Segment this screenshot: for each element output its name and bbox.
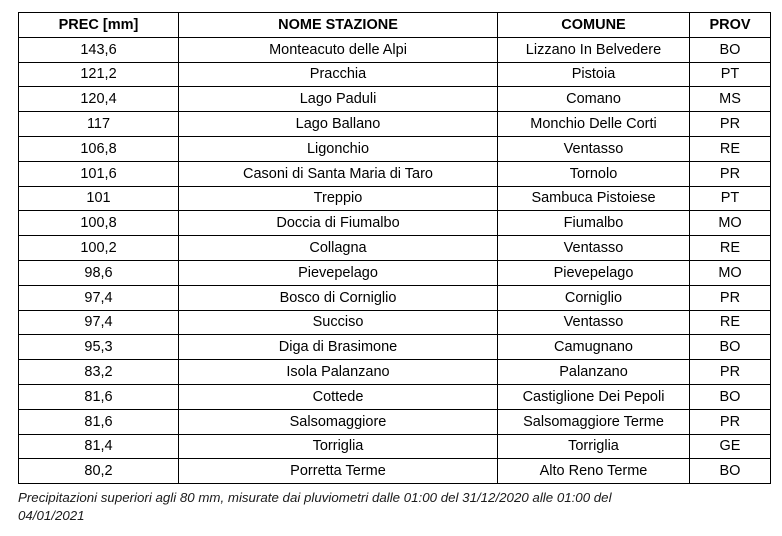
table-row	[19, 384, 771, 409]
cell-comune: Salsomaggiore Terme	[498, 409, 690, 434]
cell-nome-stazione: Doccia di Fiumalbo	[179, 211, 498, 236]
cell-prov: PR	[690, 285, 771, 310]
cell-nome-stazione: Casoni di Santa Maria di Taro	[179, 161, 498, 186]
cell-prec: 81,6	[19, 409, 179, 434]
cell-prov: MS	[690, 87, 771, 112]
cell-comune: Palanzano	[498, 360, 690, 385]
cell-prec: 106,8	[19, 136, 179, 161]
cell-prov: RE	[690, 136, 771, 161]
cell-nome-stazione: Diga di Brasimone	[179, 335, 498, 360]
cell-nome-stazione: Torriglia	[179, 434, 498, 459]
cell-prov: BO	[690, 384, 771, 409]
header-nome-stazione: NOME STAZIONE	[179, 13, 498, 38]
cell-nome-stazione: Bosco di Corniglio	[179, 285, 498, 310]
cell-prov: PR	[690, 161, 771, 186]
header-prov: PROV	[690, 13, 771, 38]
cell-prec: 97,4	[19, 310, 179, 335]
cell-prov: BO	[690, 37, 771, 62]
table-row	[19, 459, 771, 484]
table-row	[19, 112, 771, 137]
cell-comune: Monchio Delle Corti	[498, 112, 690, 137]
cell-prov: PT	[690, 62, 771, 87]
cell-prec: 81,6	[19, 384, 179, 409]
cell-prov: MO	[690, 260, 771, 285]
cell-comune: Ventasso	[498, 136, 690, 161]
header-prec: PREC [mm]	[19, 13, 179, 38]
cell-nome-stazione: Treppio	[179, 186, 498, 211]
cell-comune: Pistoia	[498, 62, 690, 87]
cell-prov: BO	[690, 459, 771, 484]
cell-prec: 117	[19, 112, 179, 137]
cell-prec: 121,2	[19, 62, 179, 87]
cell-nome-stazione: Cottede	[179, 384, 498, 409]
table-row	[19, 335, 771, 360]
table-row	[19, 186, 771, 211]
cell-prec: 97,4	[19, 285, 179, 310]
cell-comune: Castiglione Dei Pepoli	[498, 384, 690, 409]
table-row	[19, 360, 771, 385]
cell-nome-stazione: Pracchia	[179, 62, 498, 87]
cell-prec: 100,2	[19, 236, 179, 261]
table-row	[19, 161, 771, 186]
cell-prov: RE	[690, 310, 771, 335]
cell-nome-stazione: Lago Ballano	[179, 112, 498, 137]
cell-prov: PR	[690, 409, 771, 434]
cell-comune: Sambuca Pistoiese	[498, 186, 690, 211]
cell-nome-stazione: Ligonchio	[179, 136, 498, 161]
cell-prec: 101,6	[19, 161, 179, 186]
cell-nome-stazione: Isola Palanzano	[179, 360, 498, 385]
cell-nome-stazione: Succiso	[179, 310, 498, 335]
cell-prov: RE	[690, 236, 771, 261]
cell-prov: PT	[690, 186, 771, 211]
cell-comune: Fiumalbo	[498, 211, 690, 236]
cell-nome-stazione: Pievepelago	[179, 260, 498, 285]
table-row	[19, 136, 771, 161]
cell-prec: 100,8	[19, 211, 179, 236]
cell-prec: 95,3	[19, 335, 179, 360]
table-row	[19, 434, 771, 459]
table-row	[19, 260, 771, 285]
cell-comune: Lizzano In Belvedere	[498, 37, 690, 62]
cell-comune: Comano	[498, 87, 690, 112]
precipitation-table	[18, 12, 771, 484]
cell-nome-stazione: Collagna	[179, 236, 498, 261]
cell-nome-stazione: Monteacuto delle Alpi	[179, 37, 498, 62]
table-row	[19, 62, 771, 87]
table-row	[19, 409, 771, 434]
table-caption	[18, 489, 708, 525]
cell-prec: 101	[19, 186, 179, 211]
cell-comune: Alto Reno Terme	[498, 459, 690, 484]
cell-prov: GE	[690, 434, 771, 459]
cell-prov: PR	[690, 360, 771, 385]
cell-nome-stazione: Salsomaggiore	[179, 409, 498, 434]
table-body	[19, 37, 771, 483]
table-row	[19, 285, 771, 310]
cell-prov: BO	[690, 335, 771, 360]
table-row	[19, 310, 771, 335]
cell-comune: Ventasso	[498, 310, 690, 335]
cell-comune: Ventasso	[498, 236, 690, 261]
table-row	[19, 37, 771, 62]
cell-comune: Corniglio	[498, 285, 690, 310]
cell-prec: 143,6	[19, 37, 179, 62]
table-row	[19, 236, 771, 261]
cell-prov: MO	[690, 211, 771, 236]
cell-comune: Tornolo	[498, 161, 690, 186]
table-row	[19, 211, 771, 236]
cell-prec: 120,4	[19, 87, 179, 112]
header-comune: COMUNE	[498, 13, 690, 38]
cell-prec: 80,2	[19, 459, 179, 484]
cell-prec: 81,4	[19, 434, 179, 459]
cell-comune: Camugnano	[498, 335, 690, 360]
cell-nome-stazione: Lago Paduli	[179, 87, 498, 112]
table-header-row	[19, 13, 771, 38]
cell-nome-stazione: Porretta Terme	[179, 459, 498, 484]
cell-prov: PR	[690, 112, 771, 137]
caption-line-2: 04/01/2021	[18, 508, 85, 523]
cell-comune: Torriglia	[498, 434, 690, 459]
caption-line-1: Precipitazioni superiori agli 80 mm, misurate dai pluviometri dalle 01:00 del 31/12/2020 alle 01:00 del	[18, 490, 612, 505]
cell-prec: 98,6	[19, 260, 179, 285]
table-row	[19, 87, 771, 112]
cell-prec: 83,2	[19, 360, 179, 385]
cell-comune: Pievepelago	[498, 260, 690, 285]
